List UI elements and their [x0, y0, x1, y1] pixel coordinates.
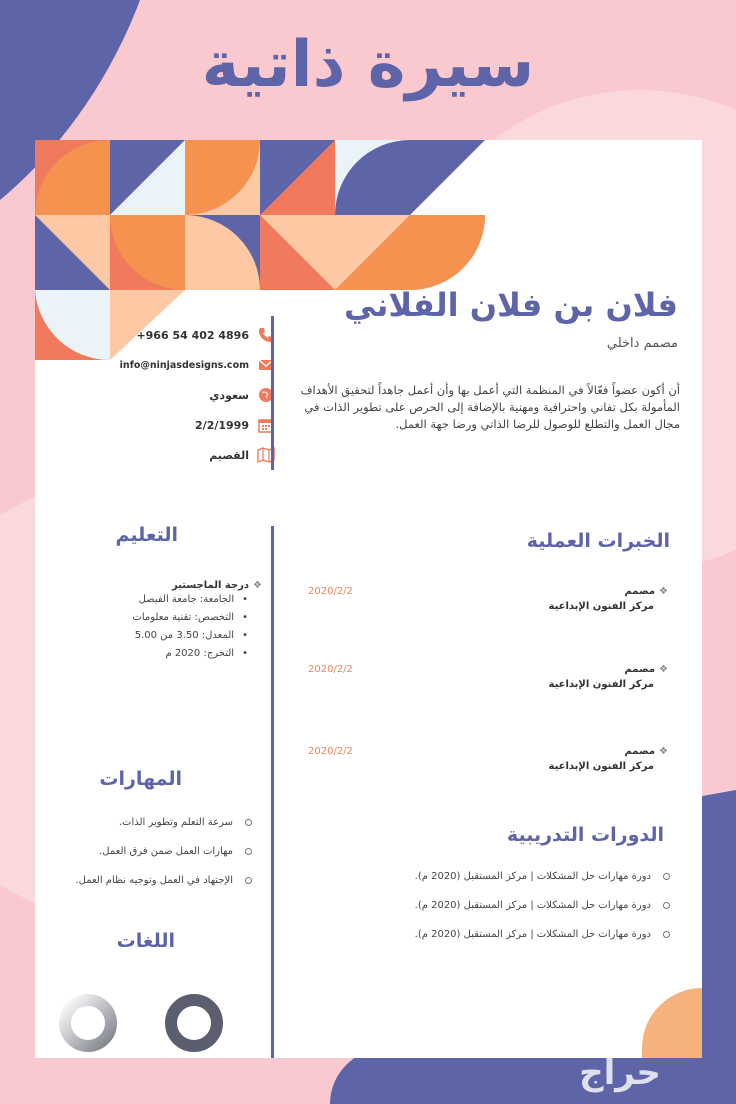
haraj-watermark-logo	[510, 1050, 730, 1096]
phone-value: +966 54 402 4896	[136, 328, 249, 342]
experience-date: 2020/2/2	[308, 746, 353, 757]
skill-text: الإجتهاد في العمل وتوجيه نظام العمل.	[75, 875, 233, 886]
experience-company: مركز الفنون الإبداعية	[548, 679, 654, 690]
dot-bullet-icon: •	[242, 594, 248, 605]
education-heading: التعليم	[115, 524, 178, 546]
education-detail-text: المعدل: 3.50 من 5.00	[134, 630, 235, 641]
email-value: info@ninjasdesigns.com	[119, 359, 249, 371]
column-divider	[271, 526, 274, 1058]
education-detail	[102, 627, 262, 645]
experience-title-text: مصمم	[624, 664, 656, 675]
dot-bullet-icon: •	[242, 648, 248, 659]
training-item-text: دورة مهارات حل المشكلات | مركز المستقبل (2020 م).	[414, 929, 651, 940]
contact-info	[115, 320, 275, 470]
contact-email	[115, 350, 275, 380]
list-item	[330, 891, 670, 920]
training-heading: الدورات التدريبية	[506, 824, 664, 846]
language-indicator-circle	[163, 992, 225, 1054]
diamond-bullet-icon: ❖	[659, 586, 668, 597]
experience-company: مركز الفنون الإبداعية	[548, 601, 654, 612]
circle-bullet-icon	[245, 819, 252, 826]
experience-title	[624, 586, 668, 597]
circle-bullet-icon	[663, 902, 670, 909]
languages-heading: اللغات	[116, 930, 175, 952]
profile-summary: أن أكون عضواً فعّالاً في المنظمة التي أعمل بها وأن أعمل جاهداً لتحقيق الأهداف المأمولة بكل تفاني واحترافية ومهنية بالإضافة إلى الحرص على تطوير الذات في مجال العمل والتطلع للوصول للرضا الذاتي ورضا جهة العمل.	[300, 383, 680, 431]
education-block	[102, 580, 262, 663]
job-role: مصمم داخلي	[606, 336, 678, 351]
experience-title-text: مصمم	[624, 586, 656, 597]
svg-text:حراج: حراج	[579, 1053, 661, 1093]
diamond-bullet-icon: ❖	[659, 664, 668, 675]
education-degree	[102, 580, 262, 591]
diamond-bullet-icon: ❖	[659, 746, 668, 757]
contact-location	[115, 440, 275, 470]
circle-bullet-icon	[663, 873, 670, 880]
experience-date: 2020/2/2	[308, 664, 353, 675]
birthdate-value: 2/2/1999	[195, 418, 249, 432]
circle-bullet-icon	[663, 931, 670, 938]
dot-bullet-icon: •	[242, 612, 248, 623]
education-detail	[102, 645, 262, 663]
education-detail-text: الجامعة: جامعة الفيصل	[138, 594, 235, 605]
skills-heading: المهارات	[99, 768, 182, 790]
experience-title	[624, 664, 668, 675]
education-detail	[102, 609, 262, 627]
skill-text: سرعة التعلم وتطوير الذات.	[118, 817, 233, 828]
corner-decoration	[642, 988, 702, 1058]
resume-sheet	[35, 140, 702, 1058]
diamond-bullet-icon: ❖	[253, 580, 262, 591]
education-detail-text: التخرج: 2020 م	[165, 648, 235, 659]
contact-divider	[271, 316, 274, 470]
experience-title-text: مصمم	[624, 746, 656, 757]
list-item	[42, 808, 252, 837]
contact-nationality	[115, 380, 275, 410]
training-list	[330, 862, 670, 949]
list-item	[42, 837, 252, 866]
experience-heading: الخبرات العملية	[526, 530, 670, 552]
nationality-value: سعودي	[209, 388, 249, 402]
list-item	[330, 920, 670, 949]
education-detail-text: التخصص: تقنية معلومات	[132, 612, 235, 623]
training-item-text: دورة مهارات حل المشكلات | مركز المستقبل (2020 م).	[414, 871, 651, 882]
circle-bullet-icon	[245, 848, 252, 855]
dot-bullet-icon: •	[242, 630, 248, 641]
circle-bullet-icon	[245, 877, 252, 884]
training-item-text: دورة مهارات حل المشكلات | مركز المستقبل (2020 م).	[414, 900, 651, 911]
list-item	[42, 866, 252, 895]
location-value: القصيم	[209, 448, 249, 462]
skill-text: مهارات العمل ضمن فرق العمل.	[99, 846, 233, 857]
skills-list	[42, 808, 252, 895]
experience-title	[624, 746, 668, 757]
language-indicator-circle	[57, 992, 119, 1054]
full-name: فلان بن فلان الفلاني	[343, 286, 678, 324]
contact-phone	[115, 320, 275, 350]
contact-birthdate	[115, 410, 275, 440]
list-item	[330, 862, 670, 891]
degree-text: درجة الماجستير	[171, 580, 250, 591]
experience-company: مركز الفنون الإبداعية	[548, 761, 654, 772]
page-title: سيرة ذاتية	[201, 28, 535, 102]
education-detail	[102, 591, 262, 609]
experience-date: 2020/2/2	[308, 586, 353, 597]
